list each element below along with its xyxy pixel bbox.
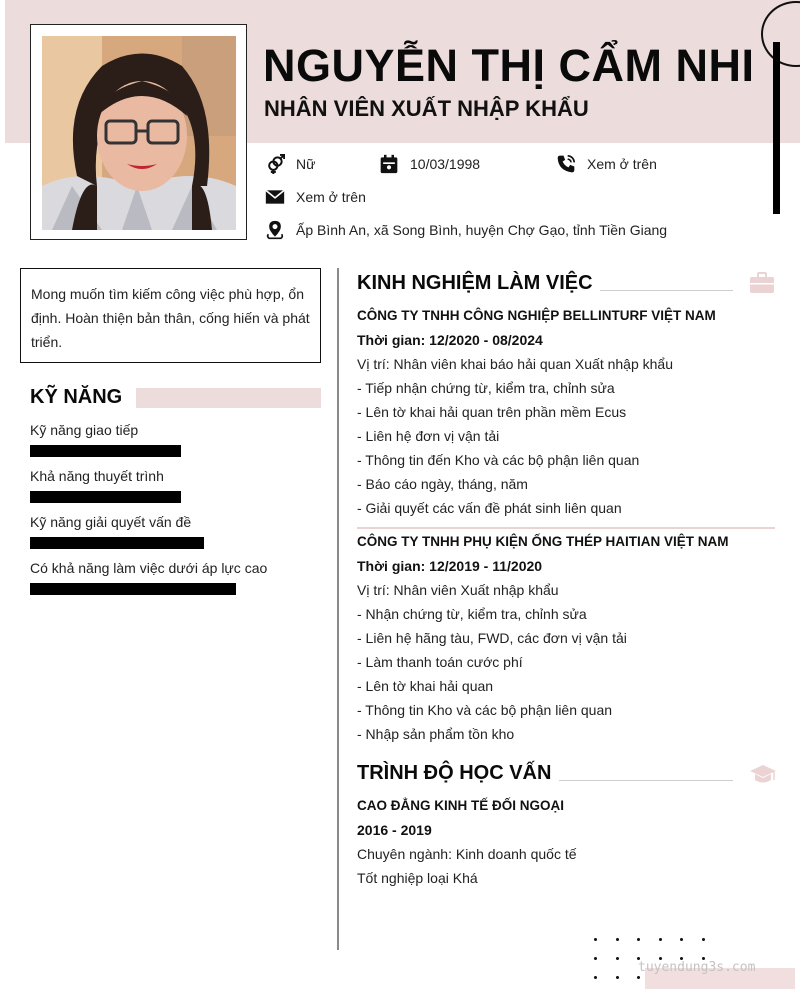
- skill-level-bar: [30, 537, 204, 549]
- decorative-dot: [594, 957, 597, 960]
- profile-photo: [42, 36, 236, 230]
- photo-frame: [30, 24, 247, 240]
- job-duty: - Lên tờ khai hải quan: [357, 678, 494, 694]
- gender-icon: [265, 154, 285, 174]
- watermark: tuyendung3s.com: [638, 960, 756, 975]
- candidate-name: NGUYỄN THỊ CẨM NHI: [263, 40, 755, 91]
- decorative-dot: [637, 938, 640, 941]
- job-time: Thời gian: 12/2019 - 11/2020: [357, 558, 543, 574]
- job-duty: - Liên hệ đơn vị vận tải: [357, 428, 500, 444]
- address-value: Ấp Bình An, xã Song Bình, huyện Chợ Gạo, tỉnh Tiền Giang: [296, 222, 668, 238]
- education-school: CAO ĐẲNG KINH TẾ ĐỐI NGOẠI: [357, 798, 565, 813]
- skill-label: Kỹ năng giao tiếp: [30, 422, 139, 438]
- map-pin-icon: [265, 220, 285, 240]
- email-value: Xem ở trên: [296, 189, 366, 205]
- skill-label: Kỹ năng giải quyết vấn đề: [30, 514, 192, 530]
- job-duty: - Báo cáo ngày, tháng, năm: [357, 476, 528, 492]
- job-divider: [357, 527, 775, 529]
- job-company: CÔNG TY TNHH CÔNG NGHIỆP BELLINTURF VIỆT NAM: [357, 308, 716, 323]
- skill-level-bar: [30, 491, 181, 503]
- education-major: Chuyên ngành: Kinh doanh quốc tế: [357, 846, 577, 862]
- phone-icon: [556, 154, 576, 174]
- info-phone: [556, 154, 657, 174]
- info-email: [265, 187, 366, 207]
- info-birth-date: [379, 154, 480, 174]
- job-duty: - Liên hệ hãng tàu, FWD, các đơn vị vận tải: [357, 630, 627, 646]
- experience-title: KINH NGHIỆM LÀM VIỆC: [357, 272, 593, 294]
- info-address: [265, 220, 667, 240]
- job-duty: - Giải quyết các vấn đề phát sinh liên quan: [357, 500, 622, 516]
- job-duty: - Thông tin đến Kho và các bộ phận liên quan: [357, 452, 640, 468]
- birth-date-value: 10/03/1998: [410, 156, 481, 172]
- career-objective: Mong muốn tìm kiếm công việc phù hợp, ổn định. Hoàn thiện bản thân, cống hiến và phát triển.: [20, 268, 321, 363]
- skill-level-bar: [30, 583, 236, 595]
- education-title: TRÌNH ĐỘ HỌC VẤN: [357, 762, 552, 784]
- decorative-dot: [702, 938, 705, 941]
- job-duty: - Nhận chứng từ, kiểm tra, chỉnh sửa: [357, 606, 587, 622]
- decorative-dot: [637, 976, 640, 979]
- decorative-dot: [616, 957, 619, 960]
- job-position: Vị trí: Nhân viên khai báo hải quan Xuất nhập khẩu: [357, 356, 673, 372]
- skills-title: KỸ NĂNG: [30, 386, 123, 408]
- skill-label: Có khả năng làm việc dưới áp lực cao: [30, 560, 268, 576]
- decorative-bar: [773, 42, 780, 214]
- skills-title-bar: [136, 388, 321, 408]
- decorative-dot: [594, 976, 597, 979]
- skill-label: Khả năng thuyết trình: [30, 468, 164, 484]
- job-time: Thời gian: 12/2020 - 08/2024: [357, 332, 543, 348]
- experience-rule: [600, 290, 733, 291]
- decorative-dot: [680, 938, 683, 941]
- graduation-cap-icon: [749, 763, 777, 785]
- job-duty: - Nhập sản phẩm tồn kho: [357, 726, 515, 742]
- envelope-icon: [265, 187, 285, 207]
- job-title: NHÂN VIÊN XUẤT NHẬP KHẨU: [264, 96, 589, 121]
- job-duty: - Làm thanh toán cước phí: [357, 654, 523, 670]
- gender-value: Nữ: [296, 156, 316, 172]
- decorative-dot: [616, 938, 619, 941]
- job-duty: - Tiếp nhận chứng từ, kiểm tra, chỉnh sửa: [357, 380, 615, 396]
- column-divider: [337, 268, 339, 950]
- decorative-dot: [616, 976, 619, 979]
- phone-value: Xem ở trên: [587, 156, 657, 172]
- decorative-dot: [594, 938, 597, 941]
- job-company: CÔNG TY TNHH PHỤ KIỆN ỐNG THÉP HAITIAN VIỆT NAM: [357, 534, 729, 549]
- skill-level-bar: [30, 445, 181, 457]
- education-years: 2016 - 2019: [357, 822, 432, 838]
- education-grade: Tốt nghiệp loại Khá: [357, 870, 478, 886]
- info-gender: [265, 154, 315, 174]
- decorative-dot: [659, 938, 662, 941]
- calendar-icon: [379, 154, 399, 174]
- education-rule: [559, 780, 733, 781]
- job-position: Vị trí: Nhân viên Xuất nhập khẩu: [357, 582, 559, 598]
- briefcase-icon: [749, 272, 775, 294]
- job-duty: - Lên tờ khai hải quan trên phần mềm Ecus: [357, 404, 627, 420]
- job-duty: - Thông tin Kho và các bộ phận liên quan: [357, 702, 613, 718]
